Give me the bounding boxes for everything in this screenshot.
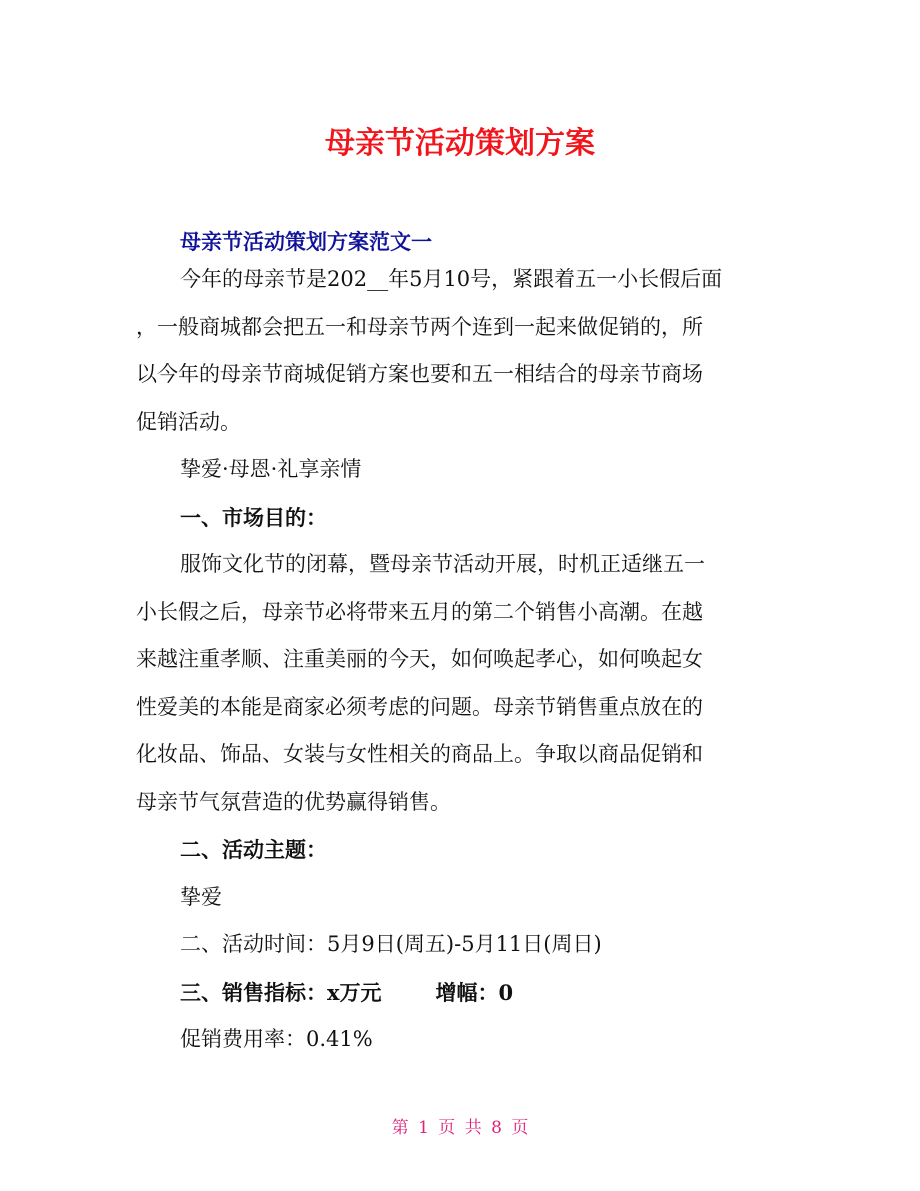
paragraph-line: 母亲节气氛营造的优势赢得销售。 bbox=[136, 789, 451, 814]
paragraph-line: 促销活动。 bbox=[136, 409, 241, 434]
document-title: 母亲节活动策划方案 bbox=[325, 126, 595, 161]
section-heading-market-goal: 一、市场目的： bbox=[180, 504, 327, 530]
theme-text: 挚爱 bbox=[180, 884, 222, 909]
paragraph-line: 以今年的母亲节商城促销方案也要和五一相结合的母亲节商场 bbox=[136, 362, 703, 386]
paragraph-line: ，一般商城都会把五一和母亲节两个连到一起来做促销的，所 bbox=[136, 314, 703, 339]
paragraph-line: 小长假之后，母亲节必将带来五月的第二个销售小高潮。在越 bbox=[136, 599, 703, 624]
paragraph-line: 性爱美的本能是商家必须考虑的问题。母亲节销售重点放在的 bbox=[136, 694, 703, 719]
sales-target: 三、销售指标：x万元 bbox=[180, 979, 382, 1005]
paragraph-line: 化妆品、饰品、女装与女性相关的商品上。争取以商品促销和 bbox=[136, 742, 703, 766]
promo-cost-rate: 促销费用率：0.41% bbox=[180, 1027, 373, 1051]
sales-target-line bbox=[136, 969, 786, 1017]
paragraph-line: 来越注重孝顺、注重美丽的今天，如何唤起孝心，如何唤起女 bbox=[136, 647, 703, 671]
document-subtitle: 母亲节活动策划方案范文一 bbox=[180, 230, 432, 254]
page-indicator: 第 1 页 共 8 页 bbox=[391, 1118, 529, 1138]
document-body bbox=[136, 256, 786, 1064]
growth-rate: 增幅：0 bbox=[435, 979, 514, 1005]
slogan: 挚爱·母恩·礼享亲情 bbox=[180, 457, 362, 481]
paragraph-line: 今年的母亲节是202__年5月10号，紧跟着五一小长假后面 bbox=[180, 267, 723, 291]
activity-time: 二、活动时间：5月9日(周五)-5月11日(周日) bbox=[180, 932, 602, 956]
paragraph-line: 服饰文化节的闭幕，暨母亲节活动开展，时机正适继五一 bbox=[180, 552, 705, 576]
section-heading-theme: 二、活动主题： bbox=[180, 837, 327, 862]
